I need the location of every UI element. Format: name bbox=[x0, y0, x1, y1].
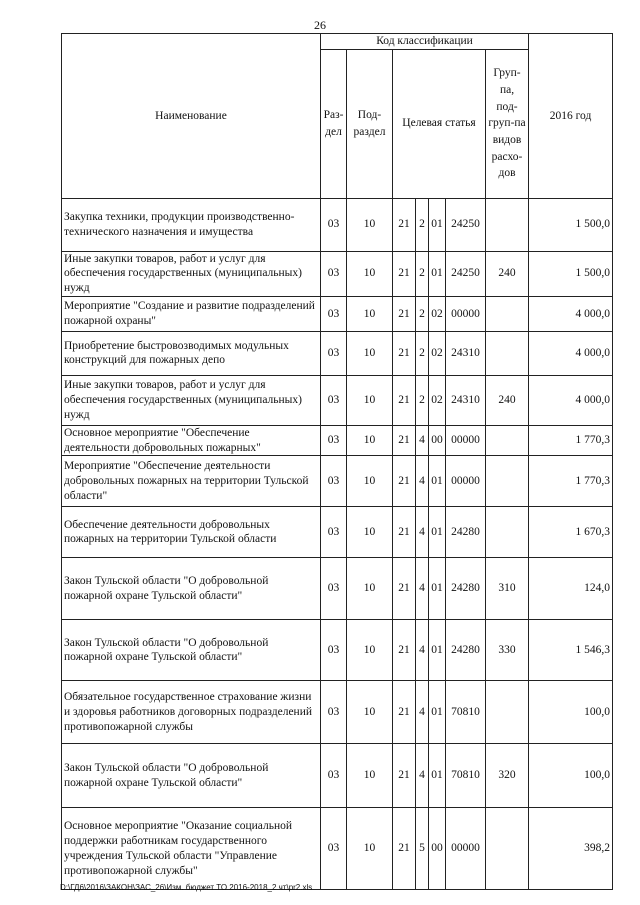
row-podrazdel: 10 bbox=[347, 620, 393, 681]
row-podrazdel: 10 bbox=[347, 681, 393, 744]
row-target-subprogram: 4 bbox=[416, 456, 429, 507]
row-target-event: 02 bbox=[429, 375, 446, 425]
table-row bbox=[62, 507, 613, 558]
table-row bbox=[62, 331, 613, 375]
row-target-event: 02 bbox=[429, 296, 446, 331]
row-target-direction: 00000 bbox=[446, 808, 486, 890]
row-razdel: 03 bbox=[321, 198, 347, 251]
table-row bbox=[62, 198, 613, 251]
row-target-direction: 24310 bbox=[446, 331, 486, 375]
row-expense-group: 320 bbox=[486, 744, 529, 808]
row-target-event: 01 bbox=[429, 456, 446, 507]
row-target-program: 21 bbox=[393, 681, 416, 744]
row-target-event: 01 bbox=[429, 681, 446, 744]
row-podrazdel: 10 bbox=[347, 375, 393, 425]
row-target-event: 01 bbox=[429, 744, 446, 808]
table-row bbox=[62, 681, 613, 744]
row-target-event: 02 bbox=[429, 331, 446, 375]
table-row bbox=[62, 744, 613, 808]
row-expense-group: 330 bbox=[486, 620, 529, 681]
row-target-program: 21 bbox=[393, 456, 416, 507]
row-name: Закон Тульской области "О добровольной пожарной охране Тульской области" bbox=[62, 744, 321, 808]
row-name: Основное мероприятие "Оказание социальной поддержки работникам государственного учреждения Тульской области "Управление противопожарной службы" bbox=[62, 808, 321, 890]
file-path-footer: D:\ГД6\2016\ЗАКОН\ЗАС_26\Изм. бюджет ТО 2016-2018_2 чт\pr2.xls bbox=[60, 883, 313, 892]
row-expense-group bbox=[486, 808, 529, 890]
table-row bbox=[62, 808, 613, 890]
row-target-subprogram: 2 bbox=[416, 375, 429, 425]
row-target-subprogram: 5 bbox=[416, 808, 429, 890]
row-expense-group bbox=[486, 425, 529, 455]
row-target-direction: 24250 bbox=[446, 251, 486, 296]
row-amount-2016: 1 770,3 bbox=[529, 425, 613, 455]
header-podrazdel: Под-раздел bbox=[347, 49, 393, 198]
header-name: Наименование bbox=[62, 34, 321, 199]
row-target-direction: 00000 bbox=[446, 425, 486, 455]
header-code: Код классификации bbox=[321, 34, 529, 50]
row-target-event: 01 bbox=[429, 507, 446, 558]
row-amount-2016: 398,2 bbox=[529, 808, 613, 890]
row-razdel: 03 bbox=[321, 507, 347, 558]
header-target: Целевая статья bbox=[393, 49, 486, 198]
row-expense-group: 310 bbox=[486, 558, 529, 620]
row-target-event: 00 bbox=[429, 808, 446, 890]
row-name: Иные закупки товаров, работ и услуг для обеспечения государственных (муниципальных) нужд bbox=[62, 375, 321, 425]
row-razdel: 03 bbox=[321, 375, 347, 425]
row-target-program: 21 bbox=[393, 808, 416, 890]
table-row bbox=[62, 251, 613, 296]
row-target-direction: 70810 bbox=[446, 744, 486, 808]
row-amount-2016: 4 000,0 bbox=[529, 375, 613, 425]
row-name: Закупка техники, продукции производственно-технического назначения и имущества bbox=[62, 198, 321, 251]
row-podrazdel: 10 bbox=[347, 251, 393, 296]
row-podrazdel: 10 bbox=[347, 425, 393, 455]
row-target-direction: 00000 bbox=[446, 296, 486, 331]
table-row bbox=[62, 296, 613, 331]
row-expense-group: 240 bbox=[486, 375, 529, 425]
row-razdel: 03 bbox=[321, 744, 347, 808]
row-podrazdel: 10 bbox=[347, 507, 393, 558]
table-row bbox=[62, 620, 613, 681]
row-target-direction: 24280 bbox=[446, 620, 486, 681]
row-target-direction: 24280 bbox=[446, 558, 486, 620]
row-name: Обеспечение деятельности добровольных пожарных на территории Тульской области bbox=[62, 507, 321, 558]
row-target-program: 21 bbox=[393, 296, 416, 331]
row-razdel: 03 bbox=[321, 558, 347, 620]
row-target-program: 21 bbox=[393, 620, 416, 681]
row-target-direction: 24310 bbox=[446, 375, 486, 425]
row-target-subprogram: 4 bbox=[416, 507, 429, 558]
row-amount-2016: 4 000,0 bbox=[529, 331, 613, 375]
row-target-program: 21 bbox=[393, 331, 416, 375]
row-target-program: 21 bbox=[393, 251, 416, 296]
row-target-subprogram: 4 bbox=[416, 558, 429, 620]
header-year: 2016 год bbox=[529, 34, 613, 199]
row-target-event: 01 bbox=[429, 251, 446, 296]
row-razdel: 03 bbox=[321, 331, 347, 375]
row-target-direction: 24250 bbox=[446, 198, 486, 251]
row-podrazdel: 10 bbox=[347, 808, 393, 890]
row-name: Основное мероприятие "Обеспечение деятельности добровольных пожарных" bbox=[62, 425, 321, 455]
row-expense-group bbox=[486, 331, 529, 375]
table-row bbox=[62, 456, 613, 507]
row-target-direction: 00000 bbox=[446, 456, 486, 507]
row-target-subprogram: 2 bbox=[416, 296, 429, 331]
row-target-subprogram: 2 bbox=[416, 198, 429, 251]
row-amount-2016: 1 500,0 bbox=[529, 198, 613, 251]
row-target-event: 00 bbox=[429, 425, 446, 455]
row-target-program: 21 bbox=[393, 375, 416, 425]
row-name: Мероприятие "Обеспечение деятельности добровольных пожарных на территории Тульской области" bbox=[62, 456, 321, 507]
row-amount-2016: 100,0 bbox=[529, 744, 613, 808]
row-name: Закон Тульской области "О добровольной пожарной охране Тульской области" bbox=[62, 620, 321, 681]
row-podrazdel: 10 bbox=[347, 331, 393, 375]
row-name: Мероприятие "Создание и развитие подразделений пожарной охраны" bbox=[62, 296, 321, 331]
row-expense-group bbox=[486, 507, 529, 558]
row-target-subprogram: 4 bbox=[416, 425, 429, 455]
row-target-event: 01 bbox=[429, 558, 446, 620]
row-target-direction: 24280 bbox=[446, 507, 486, 558]
row-amount-2016: 1 670,3 bbox=[529, 507, 613, 558]
row-amount-2016: 1 770,3 bbox=[529, 456, 613, 507]
row-razdel: 03 bbox=[321, 251, 347, 296]
row-podrazdel: 10 bbox=[347, 744, 393, 808]
row-amount-2016: 1 500,0 bbox=[529, 251, 613, 296]
header-razdel: Раз-дел bbox=[321, 49, 347, 198]
row-amount-2016: 124,0 bbox=[529, 558, 613, 620]
row-target-event: 01 bbox=[429, 198, 446, 251]
row-razdel: 03 bbox=[321, 425, 347, 455]
row-razdel: 03 bbox=[321, 808, 347, 890]
page-number: 26 bbox=[314, 18, 326, 32]
row-amount-2016: 100,0 bbox=[529, 681, 613, 744]
row-name: Иные закупки товаров, работ и услуг для обеспечения государственных (муниципальных) нужд bbox=[62, 251, 321, 296]
row-amount-2016: 1 546,3 bbox=[529, 620, 613, 681]
row-expense-group bbox=[486, 456, 529, 507]
row-expense-group bbox=[486, 681, 529, 744]
row-podrazdel: 10 bbox=[347, 198, 393, 251]
row-name: Закон Тульской области "О добровольной пожарной охране Тульской области" bbox=[62, 558, 321, 620]
row-razdel: 03 bbox=[321, 620, 347, 681]
row-name: Приобретение быстровозводимых модульных конструкций для пожарных депо bbox=[62, 331, 321, 375]
row-target-program: 21 bbox=[393, 507, 416, 558]
table-row bbox=[62, 375, 613, 425]
row-target-subprogram: 4 bbox=[416, 620, 429, 681]
row-target-program: 21 bbox=[393, 198, 416, 251]
row-razdel: 03 bbox=[321, 681, 347, 744]
table-row bbox=[62, 425, 613, 455]
row-podrazdel: 10 bbox=[347, 456, 393, 507]
row-amount-2016: 4 000,0 bbox=[529, 296, 613, 331]
row-target-program: 21 bbox=[393, 744, 416, 808]
row-target-direction: 70810 bbox=[446, 681, 486, 744]
row-expense-group bbox=[486, 198, 529, 251]
row-target-subprogram: 2 bbox=[416, 331, 429, 375]
header-group: Груп-па, под-груп-па видов расхо-дов bbox=[486, 49, 529, 198]
table-body bbox=[62, 198, 613, 890]
row-expense-group bbox=[486, 296, 529, 331]
row-razdel: 03 bbox=[321, 296, 347, 331]
table-row bbox=[62, 558, 613, 620]
row-target-subprogram: 2 bbox=[416, 251, 429, 296]
row-target-subprogram: 4 bbox=[416, 681, 429, 744]
budget-table bbox=[61, 33, 613, 890]
row-razdel: 03 bbox=[321, 456, 347, 507]
row-target-event: 01 bbox=[429, 620, 446, 681]
row-expense-group: 240 bbox=[486, 251, 529, 296]
row-target-program: 21 bbox=[393, 425, 416, 455]
row-podrazdel: 10 bbox=[347, 296, 393, 331]
row-podrazdel: 10 bbox=[347, 558, 393, 620]
row-name: Обязательное государственное страхование жизни и здоровья работников договорных подразделений противопожарной службы bbox=[62, 681, 321, 744]
row-target-program: 21 bbox=[393, 558, 416, 620]
row-target-subprogram: 4 bbox=[416, 744, 429, 808]
